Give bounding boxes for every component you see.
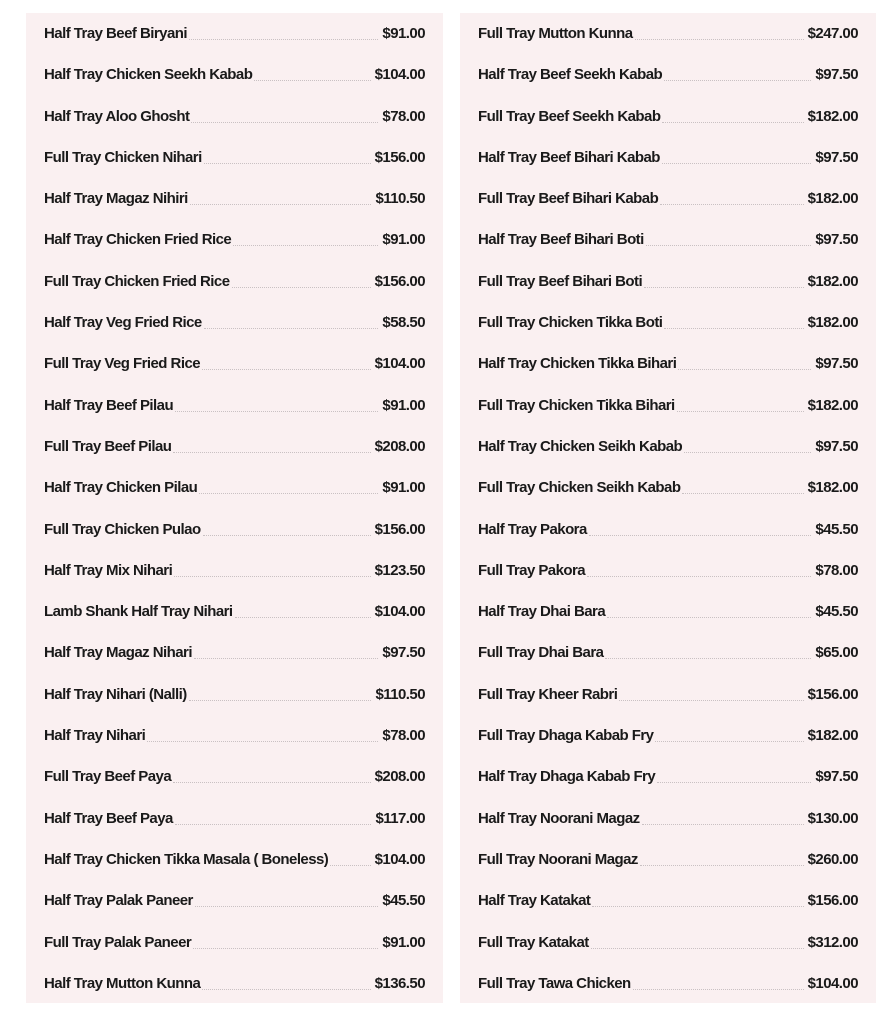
dotted-leader: [202, 369, 371, 370]
menu-item-line: [478, 190, 858, 208]
menu-item-price: $182.00: [807, 107, 858, 125]
menu-item[interactable]: [44, 477, 425, 518]
menu-item-price: $156.00: [374, 148, 425, 166]
menu-item-name: Half Tray Nihari: [44, 727, 146, 745]
menu-item[interactable]: [44, 725, 425, 766]
menu-item-name: Full Tray Chicken Fried Rice: [44, 272, 230, 290]
menu-item[interactable]: [44, 353, 425, 394]
menu-item-name: Half Tray Chicken Pilau: [44, 479, 198, 497]
menu-item-price: $182.00: [807, 190, 858, 208]
menu-item-line: [44, 521, 425, 539]
menu-item-price: $182.00: [807, 272, 858, 290]
dotted-leader: [642, 824, 804, 825]
menu-item-price: $91.00: [382, 396, 425, 414]
dotted-leader: [174, 576, 370, 577]
menu-item-name: Full Tray Kheer Rabri: [478, 685, 618, 703]
dotted-leader: [204, 163, 371, 164]
menu-item-line: [478, 603, 858, 621]
menu-item-name: Full Tray Beef Seekh Kabab: [478, 107, 661, 125]
dotted-leader: [204, 328, 379, 329]
menu-item-name: Half Tray Chicken Seikh Kabab: [478, 437, 683, 455]
menu-item[interactable]: [478, 725, 858, 766]
menu-item-price: $78.00: [382, 727, 425, 745]
menu-item[interactable]: [44, 395, 425, 436]
menu-item-price: $45.50: [815, 603, 858, 621]
menu-item[interactable]: [44, 849, 425, 890]
menu-item-price: $156.00: [374, 520, 425, 538]
menu-item-line: [478, 851, 858, 869]
menu-item-price: $97.50: [815, 66, 858, 84]
menu-item-name: Half Tray Magaz Nihari: [44, 644, 192, 662]
menu-item[interactable]: [44, 271, 425, 312]
menu-item-price: $91.00: [382, 231, 425, 249]
menu-item-line: [44, 314, 425, 332]
menu-item-price: $104.00: [807, 974, 858, 992]
menu-item-line: [478, 562, 858, 580]
dotted-leader: [173, 452, 370, 453]
menu-item-price: $91.00: [382, 25, 425, 42]
menu-list-left: [44, 23, 425, 1014]
menu-item-line: [44, 438, 425, 456]
menu-item-price: $104.00: [374, 66, 425, 84]
menu-item-name: Full Tray Chicken Seikh Kabab: [478, 479, 681, 497]
menu-item[interactable]: [478, 271, 858, 312]
dotted-leader: [591, 948, 804, 949]
menu-item[interactable]: [44, 64, 425, 105]
menu-item[interactable]: [478, 436, 858, 477]
menu-item[interactable]: [478, 64, 858, 105]
menu-item-line: [478, 727, 858, 745]
menu-item-line: [478, 149, 858, 167]
menu-item-price: $136.50: [374, 974, 425, 992]
menu-item-name: Half Tray Palak Paneer: [44, 892, 193, 910]
menu-item-line: [478, 273, 858, 291]
menu-item-name: Half Tray Beef Bihari Kabab: [478, 148, 660, 166]
menu-item[interactable]: [44, 601, 425, 642]
menu-item-line: [44, 25, 425, 43]
menu-item[interactable]: [478, 766, 858, 807]
menu-item-price: $182.00: [807, 479, 858, 497]
dotted-leader: [646, 245, 812, 246]
menu-item[interactable]: [44, 188, 425, 229]
menu-item-line: [44, 66, 425, 84]
menu-item-line: [44, 768, 425, 786]
menu-item-line: [44, 149, 425, 167]
dotted-leader: [662, 163, 812, 164]
menu-item[interactable]: [44, 684, 425, 725]
menu-item-name: Full Tray Mutton Kunna: [478, 25, 633, 42]
menu-item[interactable]: [44, 932, 425, 973]
menu-item-line: [44, 231, 425, 249]
dotted-leader: [684, 452, 811, 453]
menu-item-name: Half Tray Katakat: [478, 892, 591, 910]
menu-item-price: $156.00: [807, 685, 858, 703]
menu-item-line: [44, 934, 425, 952]
menu-item[interactable]: [478, 601, 858, 642]
menu-item[interactable]: [44, 890, 425, 931]
menu-item-price: $123.50: [374, 561, 425, 579]
menu-item-line: [44, 644, 425, 662]
dotted-leader: [662, 122, 803, 123]
menu-item-name: Half Tray Beef Pilau: [44, 396, 174, 414]
menu-item-line: [44, 355, 425, 373]
menu-item-name: Half Tray Mix Nihari: [44, 561, 173, 579]
dotted-leader: [175, 824, 372, 825]
menu-item-name: Half Tray Pakora: [478, 520, 587, 538]
menu-item[interactable]: [44, 106, 425, 147]
menu-item-name: Full Tray Pakora: [478, 561, 586, 579]
dotted-leader: [589, 535, 812, 536]
dotted-leader: [605, 658, 811, 659]
menu-item[interactable]: [478, 808, 858, 849]
menu-item-line: [478, 314, 858, 332]
dotted-leader: [655, 741, 803, 742]
menu-item-line: [44, 397, 425, 415]
menu-item[interactable]: [44, 436, 425, 477]
menu-item-price: $45.50: [815, 520, 858, 538]
menu-item[interactable]: [478, 890, 858, 931]
menu-item-name: Half Tray Chicken Fried Rice: [44, 231, 232, 249]
menu-item-price: $104.00: [374, 850, 425, 868]
dotted-leader: [330, 865, 370, 866]
dotted-leader: [664, 80, 811, 81]
menu-item-name: Half Tray Noorani Magaz: [478, 809, 640, 827]
dotted-leader: [254, 80, 370, 81]
menu-item-name: Half Tray Beef Seekh Kabab: [478, 66, 663, 84]
dotted-leader: [657, 782, 811, 783]
menu-item-name: Half Tray Veg Fried Rice: [44, 314, 202, 332]
menu-item-line: [44, 562, 425, 580]
menu-item-price: $156.00: [807, 892, 858, 910]
dotted-leader: [191, 122, 378, 123]
menu-item-price: $110.50: [375, 685, 425, 703]
menu-item-line: [478, 66, 858, 84]
dotted-leader: [147, 741, 378, 742]
menu-item-line: [44, 727, 425, 745]
menu-item-name: Full Tray Chicken Tikka Boti: [478, 314, 663, 332]
dotted-leader: [235, 617, 371, 618]
menu-item-price: $208.00: [374, 437, 425, 455]
dotted-leader: [677, 411, 804, 412]
menu-item-price: $78.00: [815, 561, 858, 579]
menu-item-price: $182.00: [807, 727, 858, 745]
dotted-leader: [194, 658, 378, 659]
menu-item-name: Full Tray Beef Paya: [44, 768, 172, 786]
menu-item-line: [44, 686, 425, 704]
menu-item[interactable]: [44, 808, 425, 849]
dotted-leader: [203, 535, 371, 536]
menu-item[interactable]: [44, 766, 425, 807]
menu-item-price: $104.00: [374, 603, 425, 621]
menu-item[interactable]: [44, 147, 425, 188]
menu-item-line: [478, 892, 858, 910]
menu-item-name: Full Tray Veg Fried Rice: [44, 355, 201, 373]
dotted-leader: [189, 39, 378, 40]
menu-item-name: Half Tray Chicken Tikka Masala ( Boneless): [44, 850, 329, 868]
menu-panel-left: [26, 13, 443, 1003]
menu-item-line: [478, 355, 858, 373]
menu-item-name: Full Tray Tawa Chicken: [478, 974, 631, 992]
menu-item[interactable]: [478, 849, 858, 890]
menu-list-right: [478, 23, 858, 1014]
menu-item-price: $104.00: [374, 355, 425, 373]
dotted-leader: [232, 287, 371, 288]
menu-item-name: Full Tray Chicken Tikka Bihari: [478, 396, 675, 414]
menu-item-name: Half Tray Beef Paya: [44, 809, 173, 827]
menu-item[interactable]: [478, 519, 858, 560]
dotted-leader: [619, 700, 803, 701]
menu-item-line: [478, 686, 858, 704]
menu-item-price: $156.00: [374, 272, 425, 290]
menu-item[interactable]: [44, 23, 425, 64]
menu-item-name: Full Tray Beef Pilau: [44, 437, 172, 455]
menu-item-price: $45.50: [382, 892, 425, 910]
menu-item-price: $208.00: [374, 768, 425, 786]
menu-item[interactable]: [478, 353, 858, 394]
menu-item-price: $65.00: [815, 644, 858, 662]
menu-item-name: Half Tray Chicken Seekh Kabab: [44, 66, 253, 84]
menu-item-price: $97.50: [815, 231, 858, 249]
menu-item-price: $110.50: [375, 190, 425, 208]
menu-item[interactable]: [44, 519, 425, 560]
menu-item-price: $117.00: [375, 809, 425, 827]
dotted-leader: [664, 328, 803, 329]
menu-item[interactable]: [478, 684, 858, 725]
menu-item-name: Half Tray Mutton Kunna: [44, 974, 201, 992]
dotted-leader: [190, 204, 372, 205]
menu-item-name: Half Tray Dhai Bara: [478, 603, 606, 621]
dotted-leader: [633, 989, 804, 990]
dotted-leader: [592, 906, 803, 907]
menu-item-price: $97.50: [815, 768, 858, 786]
dotted-leader: [173, 782, 371, 783]
menu-item-name: Half Tray Dhaga Kabab Fry: [478, 768, 656, 786]
menu-item-name: Full Tray Dhaga Kabab Fry: [478, 727, 654, 745]
menu-item-line: [44, 892, 425, 910]
menu-item-name: Full Tray Beef Bihari Kabab: [478, 190, 659, 208]
menu-item[interactable]: [478, 932, 858, 973]
menu-item-name: Half Tray Beef Biryani: [44, 25, 187, 42]
dotted-leader: [587, 576, 811, 577]
dotted-leader: [233, 245, 378, 246]
dotted-leader: [202, 989, 370, 990]
menu-item[interactable]: [478, 229, 858, 270]
menu-item-line: [478, 810, 858, 828]
menu-item-name: Half Tray Chicken Tikka Bihari: [478, 355, 677, 373]
dotted-leader: [682, 493, 803, 494]
menu-item-name: Lamb Shank Half Tray Nihari: [44, 603, 233, 621]
dotted-leader: [175, 411, 378, 412]
menu-item[interactable]: [44, 642, 425, 683]
menu-item[interactable]: [478, 973, 858, 1014]
menu-item-line: [478, 975, 858, 993]
menu-item-line: [478, 644, 858, 662]
menu-item[interactable]: [478, 23, 858, 64]
menu-panel-right: [460, 13, 876, 1003]
menu-item-line: [44, 975, 425, 993]
menu-item[interactable]: [478, 560, 858, 601]
menu-item[interactable]: [44, 973, 425, 1014]
menu-item-line: [44, 190, 425, 208]
dotted-leader: [199, 493, 378, 494]
menu-item-price: $182.00: [807, 314, 858, 332]
menu-item-line: [44, 273, 425, 291]
dotted-leader: [607, 617, 811, 618]
menu-item-name: Half Tray Aloo Ghosht: [44, 107, 190, 125]
menu-item-line: [478, 521, 858, 539]
menu-item-line: [44, 479, 425, 497]
menu-item-line: [478, 25, 858, 43]
dotted-leader: [678, 369, 811, 370]
menu-item[interactable]: [44, 312, 425, 353]
menu-item-price: $91.00: [382, 479, 425, 497]
menu-item[interactable]: [478, 642, 858, 683]
menu-item-name: Full Tray Chicken Nihari: [44, 148, 202, 166]
menu-item-line: [44, 603, 425, 621]
menu-item-line: [478, 479, 858, 497]
menu-item-line: [478, 934, 858, 952]
menu-item-price: $130.00: [807, 809, 858, 827]
menu-item[interactable]: [478, 188, 858, 229]
menu-item-line: [478, 397, 858, 415]
menu-item[interactable]: [478, 147, 858, 188]
menu-item-price: $58.50: [382, 314, 425, 332]
dotted-leader: [644, 287, 804, 288]
menu-item-name: Full Tray Beef Bihari Boti: [478, 272, 643, 290]
menu-item-name: Full Tray Chicken Pulao: [44, 520, 201, 538]
menu-item-price: $260.00: [807, 850, 858, 868]
menu-item-price: $97.50: [815, 355, 858, 373]
menu-item[interactable]: [44, 229, 425, 270]
menu-item-price: $97.50: [382, 644, 425, 662]
menu-item-name: Half Tray Magaz Nihiri: [44, 190, 188, 208]
menu-item[interactable]: [478, 312, 858, 353]
menu-item[interactable]: [478, 106, 858, 147]
dotted-leader: [189, 700, 372, 701]
dotted-leader: [640, 865, 804, 866]
menu-item-line: [478, 768, 858, 786]
menu-item-price: $312.00: [807, 933, 858, 951]
menu-item-line: [478, 108, 858, 126]
dotted-leader: [635, 39, 804, 40]
menu-item-name: Full Tray Dhai Bara: [478, 644, 604, 662]
menu-item-name: Full Tray Noorani Magaz: [478, 850, 638, 868]
menu-item-price: $78.00: [382, 107, 425, 125]
dotted-leader: [660, 204, 803, 205]
menu-item-price: $91.00: [382, 933, 425, 951]
menu-item-name: Full Tray Palak Paneer: [44, 933, 192, 951]
menu-item[interactable]: [478, 477, 858, 518]
dotted-leader: [195, 906, 379, 907]
menu-item-price: $182.00: [807, 396, 858, 414]
dotted-leader: [193, 948, 378, 949]
menu-item-price: $97.50: [815, 437, 858, 455]
menu-item[interactable]: [478, 395, 858, 436]
menu-item-price: $247.00: [807, 25, 858, 42]
menu-item-line: [44, 108, 425, 126]
menu-item-name: Half Tray Nihari (Nalli): [44, 685, 187, 703]
menu-item-line: [478, 438, 858, 456]
menu-item-price: $97.50: [815, 148, 858, 166]
menu-item-line: [44, 810, 425, 828]
menu-item-name: Half Tray Beef Bihari Boti: [478, 231, 644, 249]
menu-item-line: [478, 231, 858, 249]
menu-item-name: Full Tray Katakat: [478, 933, 589, 951]
menu-item[interactable]: [44, 560, 425, 601]
menu-item-line: [44, 851, 425, 869]
